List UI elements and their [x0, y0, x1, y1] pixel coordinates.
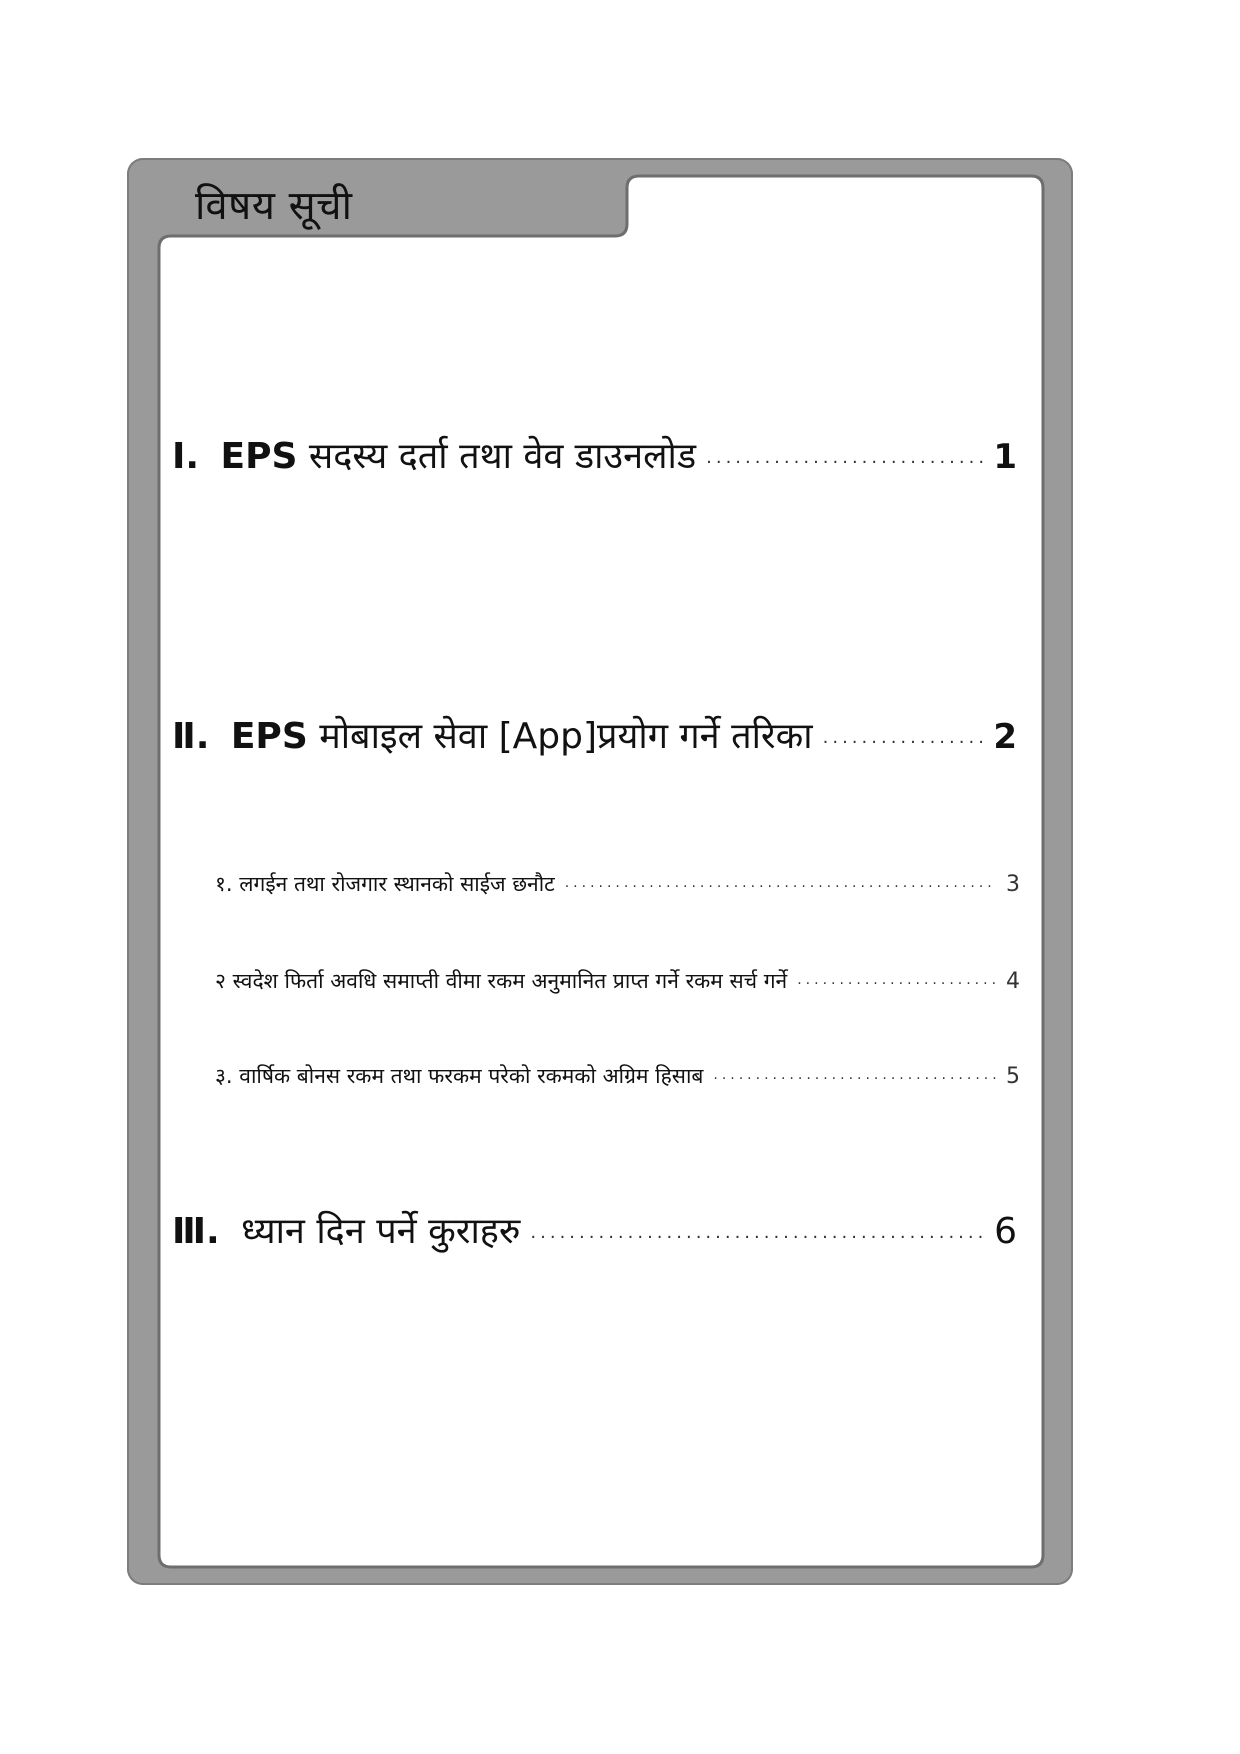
toc-entry-title: मोबाइल सेवा [App]प्रयोग गर्ने तरिका	[319, 716, 813, 757]
toc-entry-3[interactable]	[172, 1205, 1017, 1254]
toc-subentry-1[interactable]	[215, 870, 1020, 898]
toc-heading: विषय सूची	[195, 183, 353, 229]
toc-subentry-page: 4	[1006, 969, 1020, 994]
toc-entry-prefix: EPS	[220, 436, 298, 477]
toc-subentry-page: 5	[1006, 1064, 1020, 1089]
toc-entry-label	[172, 710, 813, 759]
toc-entry-2[interactable]	[172, 710, 1017, 759]
toc-entry-1[interactable]	[172, 430, 1017, 479]
toc-subentry-title: १. लगईन तथा रोजगार स्थानको साईज छनौट	[215, 872, 555, 896]
toc-entry-title: ध्यान दिन पर्ने कुराहरु	[241, 1211, 521, 1252]
dot-leader	[706, 452, 983, 473]
toc-subentry-title: ३. वार्षिक बोनस रकम तथा फरकम परेको रकमको अग्रिम हिसाब	[215, 1064, 704, 1088]
toc-subentry-page: 3	[1006, 872, 1020, 897]
toc-entry-numeral: Ⅲ.	[172, 1211, 220, 1252]
toc-entry-page: 6	[994, 1211, 1017, 1252]
toc-entry-prefix: EPS	[230, 716, 308, 757]
dot-leader	[565, 879, 996, 895]
dot-leader	[530, 1227, 984, 1248]
toc-entry-page: 2	[993, 717, 1017, 757]
toc-entry-title: सदस्य दर्ता तथा वेव डाउनलोड	[308, 436, 697, 477]
toc-subentry-2[interactable]	[215, 967, 1020, 995]
toc-entry-label	[172, 1205, 520, 1254]
dot-leader	[713, 1071, 996, 1087]
toc-subentry-3[interactable]	[215, 1062, 1020, 1090]
toc-entry-numeral: Ⅰ.	[172, 436, 200, 477]
toc-entry-page: 1	[993, 437, 1017, 477]
toc-entry-label	[172, 430, 696, 479]
dot-leader	[823, 732, 984, 753]
toc-subentry-title: २ स्वदेश फिर्ता अवधि समाप्ती वीमा रकम अनुमानित प्राप्त गर्ने रकम सर्च गर्ने	[215, 969, 788, 993]
dot-leader	[797, 976, 996, 992]
toc-entry-numeral: Ⅱ.	[172, 716, 210, 757]
